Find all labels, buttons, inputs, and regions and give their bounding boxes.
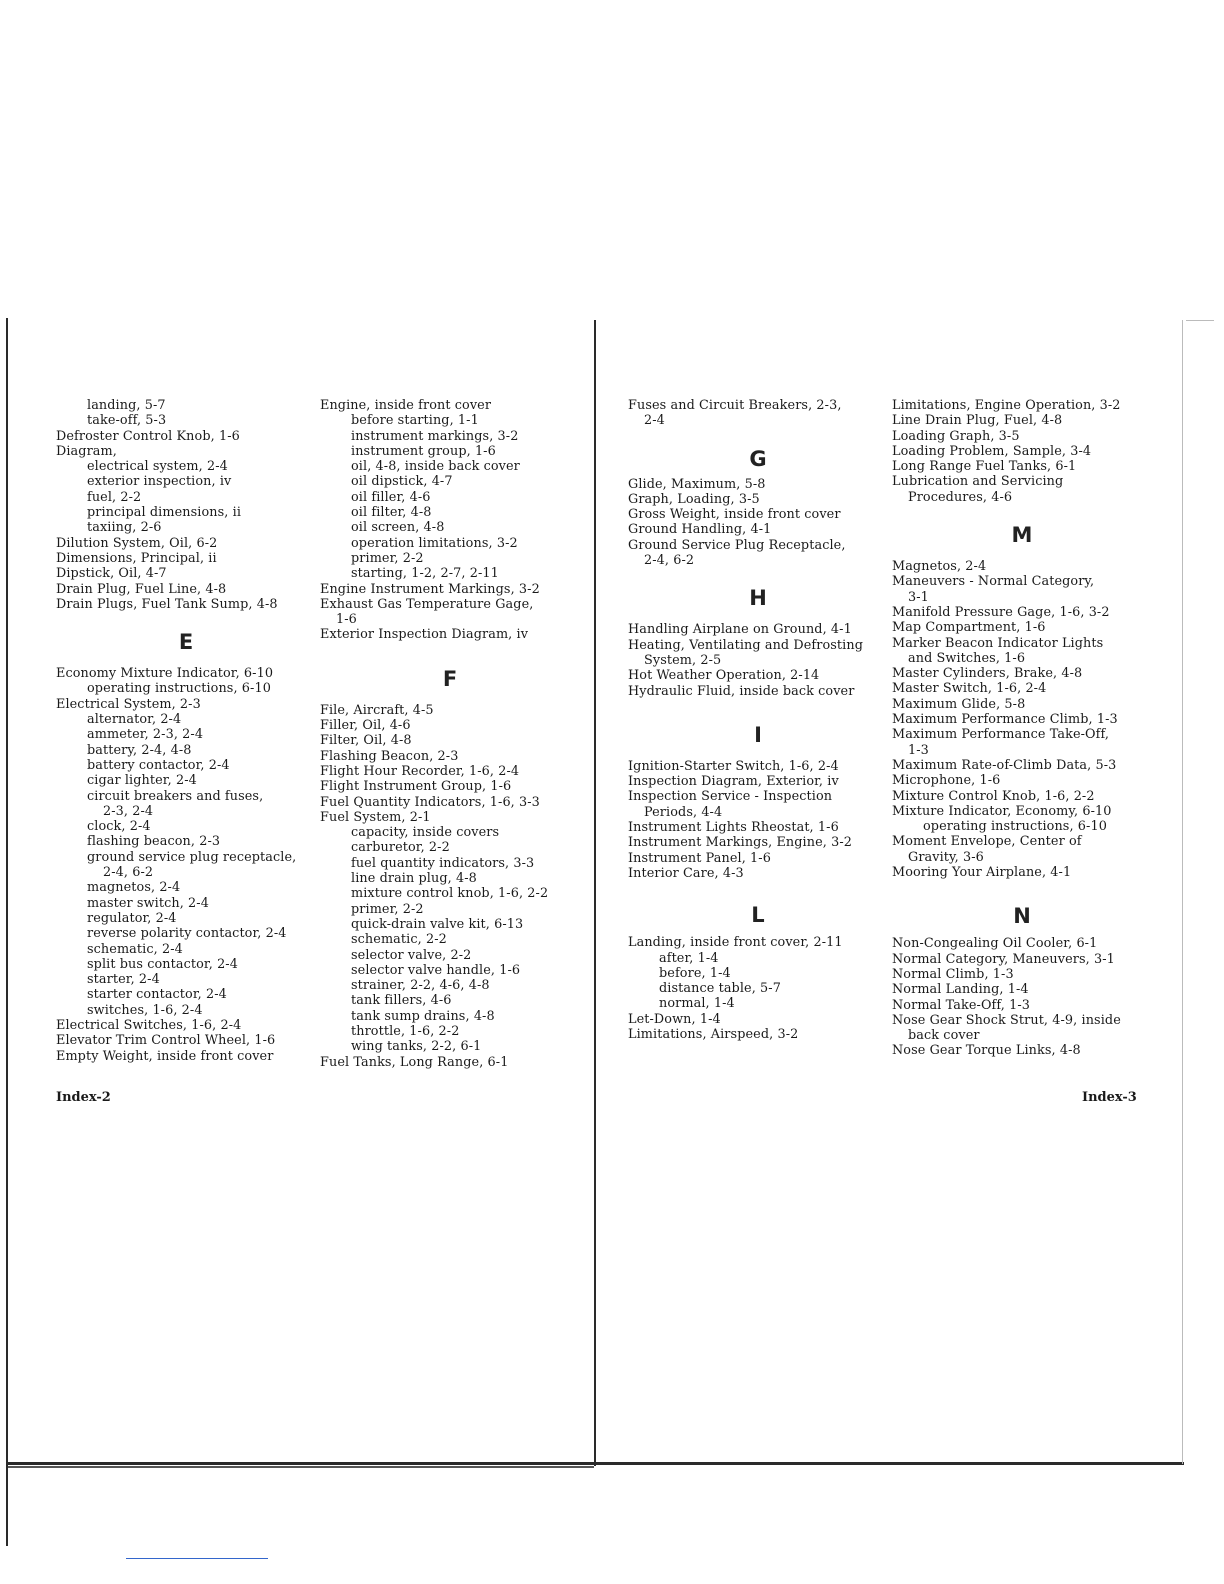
index-entry: Gross Weight, inside front cover bbox=[628, 507, 841, 523]
section-spacer bbox=[892, 547, 1152, 559]
index-entry: mixture control knob, 1-6, 2-2 bbox=[351, 886, 549, 902]
index-entry: oil filler, 4-6 bbox=[351, 489, 431, 505]
section-spacer bbox=[56, 612, 316, 630]
index-entry: Defroster Control Knob, 1-6 bbox=[56, 428, 240, 444]
index-entry: Master Switch, 1-6, 2-4 bbox=[892, 681, 1047, 697]
index-entry: wing tanks, 2-2, 6-1 bbox=[351, 1039, 482, 1055]
index-entry: Nose Gear Shock Strut, 4-9, inside bbox=[892, 1012, 1121, 1028]
left-page-column-2 bbox=[320, 398, 580, 1070]
index-entry: before starting, 1-1 bbox=[351, 413, 479, 429]
index-entry: Line Drain Plug, Fuel, 4-8 bbox=[892, 413, 1063, 429]
index-entry: primer, 2-2 bbox=[351, 901, 424, 917]
index-entry: Let-Down, 1-4 bbox=[628, 1011, 721, 1027]
index-entry: taxiing, 2-6 bbox=[87, 520, 162, 536]
index-entry: Empty Weight, inside front cover bbox=[56, 1048, 274, 1064]
index-entry: Fuses and Circuit Breakers, 2-3, bbox=[628, 398, 842, 413]
index-entry: Filler, Oil, 4-6 bbox=[320, 718, 411, 734]
index-entry: Engine, inside front cover bbox=[320, 398, 492, 413]
index-entry: distance table, 5-7 bbox=[659, 981, 781, 997]
index-entry: Electrical Switches, 1-6, 2-4 bbox=[56, 1017, 242, 1033]
index-entry: throttle, 1-6, 2-2 bbox=[351, 1023, 460, 1039]
index-entry: capacity, inside covers bbox=[351, 825, 500, 841]
index-entry: Drain Plug, Fuel Line, 4-8 bbox=[56, 581, 227, 597]
section-spacer bbox=[628, 429, 888, 447]
right-top-edge bbox=[1186, 320, 1214, 321]
index-entry: Mixture Indicator, Economy, 6-10 bbox=[892, 803, 1112, 819]
index-entry: landing, 5-7 bbox=[87, 398, 166, 413]
index-entry: Flashing Beacon, 2-3 bbox=[320, 748, 459, 764]
bottom-page-edge bbox=[8, 1462, 1184, 1465]
index-entry: Limitations, Engine Operation, 3-2 bbox=[892, 398, 1121, 413]
right-page-number: Index-3 bbox=[1082, 1090, 1137, 1105]
index-entry: carburetor, 2-2 bbox=[351, 840, 450, 856]
index-entry: Exhaust Gas Temperature Gage, bbox=[320, 596, 534, 612]
section-spacer bbox=[628, 610, 888, 622]
bottom-page-edge-shadow bbox=[8, 1466, 594, 1468]
index-entry: Maximum Rate-of-Climb Data, 5-3 bbox=[892, 757, 1117, 773]
index-entry: Maximum Performance Climb, 1-3 bbox=[892, 712, 1118, 728]
index-entry: schematic, 2-2 bbox=[351, 932, 447, 948]
index-entry: Loading Graph, 3-5 bbox=[892, 428, 1020, 444]
index-entry: Ground Service Plug Receptacle, bbox=[628, 537, 846, 553]
index-entry: ground service plug receptacle, bbox=[87, 849, 297, 865]
index-entry: Heating, Ventilating and Defrosting bbox=[628, 637, 863, 653]
index-entry: 2-4 bbox=[644, 413, 665, 429]
index-entry: 1-3 bbox=[908, 742, 929, 758]
index-entry: instrument markings, 3-2 bbox=[351, 428, 519, 444]
section-spacer bbox=[320, 691, 580, 703]
index-entry: operating instructions, 6-10 bbox=[923, 819, 1107, 835]
index-entry: battery, 2-4, 4-8 bbox=[87, 742, 192, 758]
index-entry: Dipstick, Oil, 4-7 bbox=[56, 566, 167, 582]
index-entry: Ground Handling, 4-1 bbox=[628, 522, 772, 538]
index-entry: reverse polarity contactor, 2-4 bbox=[87, 926, 287, 942]
index-entry: Interior Care, 4-3 bbox=[628, 865, 744, 881]
index-entry: back cover bbox=[908, 1028, 980, 1044]
index-entry: Engine Instrument Markings, 3-2 bbox=[320, 581, 540, 597]
index-entry: 2-4, 6-2 bbox=[644, 553, 695, 569]
index-entry: Procedures, 4-6 bbox=[908, 489, 1013, 505]
section-spacer bbox=[628, 699, 888, 723]
index-entry: Nose Gear Torque Links, 4-8 bbox=[892, 1043, 1081, 1059]
index-entry: Moment Envelope, Center of bbox=[892, 834, 1082, 850]
index-entry: Non-Congealing Oil Cooler, 6-1 bbox=[892, 936, 1098, 952]
left-page-edge bbox=[6, 318, 8, 1546]
left-page-number: Index-2 bbox=[56, 1090, 111, 1105]
index-entry: Maneuvers - Normal Category, bbox=[892, 574, 1095, 590]
index-entry: Marker Beacon Indicator Lights bbox=[892, 635, 1104, 651]
right-page-column-1 bbox=[628, 398, 888, 1042]
index-entry: ammeter, 2-3, 2-4 bbox=[87, 727, 204, 743]
index-entry: Normal Landing, 1-4 bbox=[892, 982, 1029, 998]
index-entry: schematic, 2-4 bbox=[87, 941, 183, 957]
index-entry: Flight Hour Recorder, 1-6, 2-4 bbox=[320, 763, 520, 779]
index-entry: oil, 4-8, inside back cover bbox=[351, 459, 520, 475]
index-entry: oil filter, 4-8 bbox=[351, 505, 432, 521]
index-entry: split bus contactor, 2-4 bbox=[87, 956, 238, 972]
index-entry: tank fillers, 4-6 bbox=[351, 993, 452, 1009]
index-entry: starter contactor, 2-4 bbox=[87, 987, 227, 1003]
index-entry: instrument group, 1-6 bbox=[351, 443, 496, 459]
index-entry: Normal Category, Maneuvers, 3-1 bbox=[892, 951, 1115, 967]
index-entry: Normal Climb, 1-3 bbox=[892, 966, 1014, 982]
index-entry: Instrument Panel, 1-6 bbox=[628, 850, 771, 866]
index-entry: Inspection Diagram, Exterior, iv bbox=[628, 774, 839, 790]
index-entry: File, Aircraft, 4-5 bbox=[320, 702, 434, 718]
index-entry: starting, 1-2, 2-7, 2-11 bbox=[351, 566, 499, 582]
index-entry: Lubrication and Servicing bbox=[892, 474, 1064, 490]
index-entry: selector valve handle, 1-6 bbox=[351, 962, 521, 978]
right-page-column-2 bbox=[892, 398, 1152, 1059]
index-entry: Gravity, 3-6 bbox=[908, 849, 984, 865]
index-entry: starter, 2-4 bbox=[87, 972, 160, 988]
index-entry: Hydraulic Fluid, inside back cover bbox=[628, 683, 855, 699]
index-entry: magnetos, 2-4 bbox=[87, 880, 181, 896]
index-entry: normal, 1-4 bbox=[659, 996, 735, 1012]
index-entry: 2-4, 6-2 bbox=[103, 865, 154, 881]
index-entry: Diagram, bbox=[56, 443, 117, 459]
index-entry: circuit breakers and fuses, bbox=[87, 788, 264, 804]
right-page-edge bbox=[1182, 320, 1183, 1464]
index-entry: strainer, 2-2, 4-6, 4-8 bbox=[351, 978, 490, 994]
index-entry: principal dimensions, ii bbox=[87, 505, 242, 521]
section-letter-heading: L bbox=[751, 903, 765, 928]
index-entry: Mooring Your Airplane, 4-1 bbox=[892, 865, 1072, 881]
index-entry: oil screen, 4-8 bbox=[351, 520, 445, 536]
section-spacer bbox=[892, 505, 1152, 523]
index-entry: 3-1 bbox=[908, 589, 929, 605]
index-entry: Exterior Inspection Diagram, iv bbox=[320, 627, 529, 643]
section-letter-heading: F bbox=[442, 666, 458, 691]
index-entry: operation limitations, 3-2 bbox=[351, 535, 518, 551]
index-entry: selector valve, 2-2 bbox=[351, 947, 472, 963]
index-entry: Manifold Pressure Gage, 1-6, 3-2 bbox=[892, 604, 1110, 620]
section-spacer bbox=[628, 747, 888, 759]
index-entry: Fuel System, 2-1 bbox=[320, 809, 431, 825]
index-entry: electrical system, 2-4 bbox=[87, 459, 228, 475]
index-entry: and Switches, 1-6 bbox=[908, 650, 1026, 666]
section-letter-heading: N bbox=[1013, 904, 1031, 929]
index-entry: Fuel Quantity Indicators, 1-6, 3-3 bbox=[320, 794, 540, 810]
index-entry: Limitations, Airspeed, 3-2 bbox=[628, 1027, 799, 1043]
index-entry: 1-6 bbox=[336, 612, 357, 628]
index-entry: System, 2-5 bbox=[644, 652, 722, 668]
index-entry: regulator, 2-4 bbox=[87, 910, 177, 926]
index-entry: fuel quantity indicators, 3-3 bbox=[351, 855, 535, 871]
index-entry: Landing, inside front cover, 2-11 bbox=[628, 935, 843, 951]
index-entry: Dilution System, Oil, 6-2 bbox=[56, 535, 218, 551]
index-entry: Drain Plugs, Fuel Tank Sump, 4-8 bbox=[56, 596, 278, 612]
index-entry: primer, 2-2 bbox=[351, 550, 424, 566]
index-entry: Fuel Tanks, Long Range, 6-1 bbox=[320, 1054, 509, 1070]
section-spacer bbox=[628, 568, 888, 586]
section-spacer bbox=[892, 928, 1152, 936]
center-binding-line bbox=[594, 320, 596, 1466]
index-entry: clock, 2-4 bbox=[87, 819, 151, 835]
index-entry: Instrument Lights Rheostat, 1-6 bbox=[628, 820, 839, 836]
index-entry: Elevator Trim Control Wheel, 1-6 bbox=[56, 1033, 276, 1049]
index-entry: battery contactor, 2-4 bbox=[87, 757, 230, 773]
section-letter-heading: H bbox=[749, 586, 767, 611]
index-entry: alternator, 2-4 bbox=[87, 712, 182, 728]
index-entry: Master Cylinders, Brake, 4-8 bbox=[892, 666, 1083, 682]
index-entry: Magnetos, 2-4 bbox=[892, 559, 987, 575]
section-letter-heading: I bbox=[754, 722, 762, 747]
index-entry: Dimensions, Principal, ii bbox=[56, 550, 217, 566]
index-entry: Maximum Glide, 5-8 bbox=[892, 696, 1026, 712]
section-letter-heading: E bbox=[178, 630, 194, 655]
index-entry: Filter, Oil, 4-8 bbox=[320, 733, 412, 749]
index-entry: oil dipstick, 4-7 bbox=[351, 474, 453, 490]
index-entry: Normal Take-Off, 1-3 bbox=[892, 997, 1031, 1013]
section-spacer bbox=[892, 880, 1152, 904]
section-spacer bbox=[320, 643, 580, 667]
index-entry: take-off, 5-3 bbox=[87, 413, 167, 429]
index-entry: Hot Weather Operation, 2-14 bbox=[628, 668, 820, 684]
index-entry: Long Range Fuel Tanks, 6-1 bbox=[892, 459, 1077, 475]
index-entry: quick-drain valve kit, 6-13 bbox=[351, 916, 524, 932]
bottom-link-underline bbox=[126, 1558, 268, 1559]
index-entry: Instrument Markings, Engine, 3-2 bbox=[628, 835, 852, 851]
index-entry: Microphone, 1-6 bbox=[892, 773, 1001, 789]
index-entry: switches, 1-6, 2-4 bbox=[87, 1002, 203, 1018]
index-entry: master switch, 2-4 bbox=[87, 895, 209, 911]
index-entry: Inspection Service - Inspection bbox=[628, 789, 833, 805]
index-entry: exterior inspection, iv bbox=[87, 474, 232, 490]
index-entry: Maximum Performance Take-Off, bbox=[892, 727, 1110, 743]
index-entry: tank sump drains, 4-8 bbox=[351, 1008, 495, 1024]
index-entry: cigar lighter, 2-4 bbox=[87, 773, 197, 789]
section-letter-heading: G bbox=[749, 446, 767, 471]
index-entry: Mixture Control Knob, 1-6, 2-2 bbox=[892, 788, 1095, 804]
index-entry: Periods, 4-4 bbox=[644, 804, 723, 820]
section-spacer bbox=[628, 881, 888, 903]
index-entry: 2-3, 2-4 bbox=[103, 803, 154, 819]
index-entry: flashing beacon, 2-3 bbox=[87, 834, 221, 850]
index-entry: after, 1-4 bbox=[659, 950, 719, 966]
index-entry: before, 1-4 bbox=[659, 965, 731, 981]
index-entry: Loading Problem, Sample, 3-4 bbox=[892, 443, 1092, 459]
section-spacer bbox=[628, 927, 888, 935]
index-entry: Flight Instrument Group, 1-6 bbox=[320, 779, 512, 795]
index-entry: Glide, Maximum, 5-8 bbox=[628, 476, 766, 492]
section-letter-heading: M bbox=[1011, 523, 1033, 548]
index-entry: Handling Airplane on Ground, 4-1 bbox=[628, 622, 852, 638]
index-entry: Ignition-Starter Switch, 1-6, 2-4 bbox=[628, 758, 839, 774]
index-entry: Graph, Loading, 3-5 bbox=[628, 491, 760, 507]
left-page-column-1 bbox=[56, 398, 316, 1064]
index-entry: operating instructions, 6-10 bbox=[87, 681, 271, 697]
index-entry: Economy Mixture Indicator, 6-10 bbox=[56, 666, 274, 682]
index-entry: fuel, 2-2 bbox=[87, 489, 142, 505]
index-entry: Electrical System, 2-3 bbox=[56, 696, 201, 712]
section-spacer bbox=[56, 654, 316, 666]
index-entry: line drain plug, 4-8 bbox=[351, 871, 477, 887]
index-entry: Map Compartment, 1-6 bbox=[892, 620, 1046, 636]
